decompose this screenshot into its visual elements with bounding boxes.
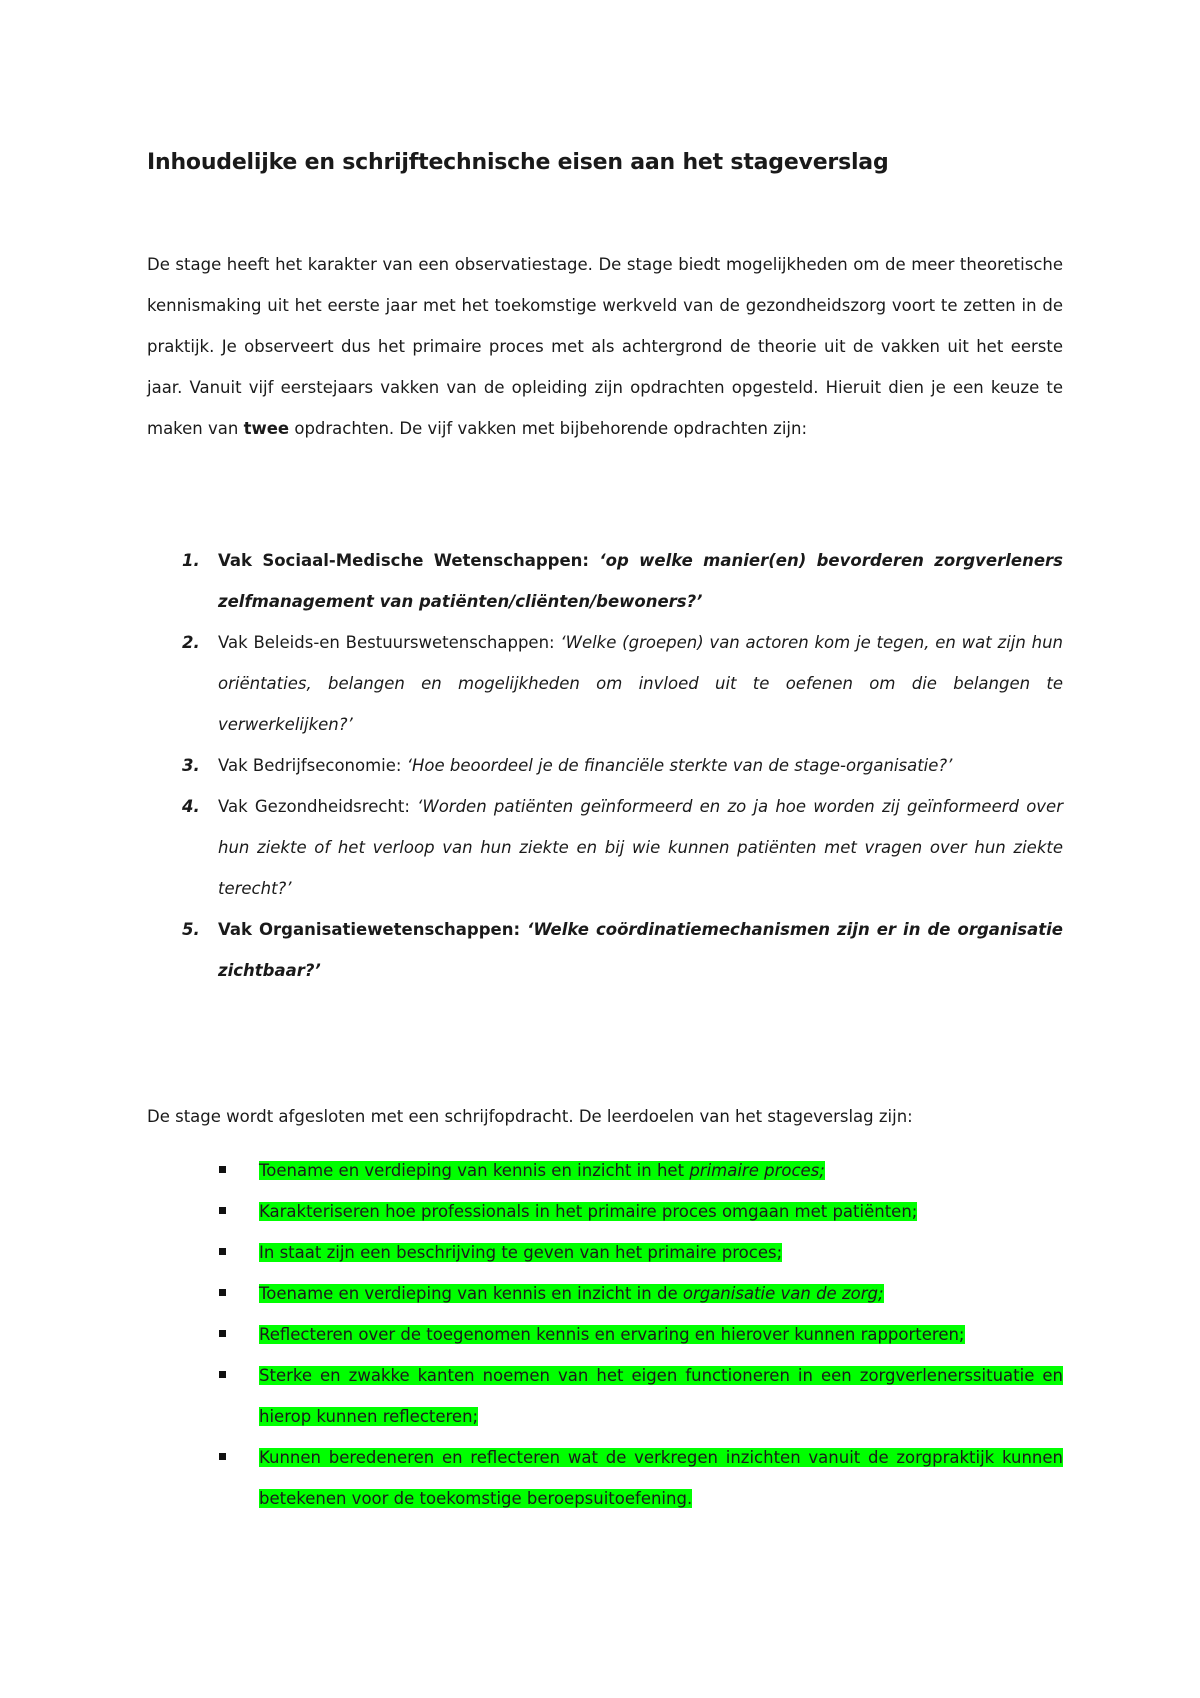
assignment-question: ‘Worden patiënten geïnformeerd en zo ja hoe worden zij geïnformeerd over hun ziekte of het verloop van hun ziekte en bij wie kunnen patiënten met vragen over hun ziekte terecht?’ [218, 797, 1063, 898]
goal-item-5 [147, 1314, 1063, 1355]
intro-text-1: De stage heeft het karakter van een observatiestage. De stage biedt mogelijkheden om de meer theoretische kennismaking uit het eerste jaar met het toekomstige werkveld van de gezondheidszorg voort te zetten in de praktijk. Je observeert dus het primaire proces met als achtergrond de theorie uit de vakken uit het eerste jaar. Vanuit vijf eerstejaars vakken van de opleiding zijn opdrachten opgesteld. Hieruit dien je een keuze te maken van [147, 255, 1063, 438]
square-bullet-icon [219, 1166, 226, 1173]
intro-paragraph [147, 244, 1063, 449]
goal-item-4 [147, 1273, 1063, 1314]
goal-text: Sterke en zwakke kanten noemen van het eigen functioneren in een zorgverlenerssituatie en hierop kunnen reflecteren; [259, 1366, 1063, 1426]
square-bullet-icon [219, 1371, 226, 1378]
goal-text: Toename en verdieping van kennis en inzicht in de organisatie van de zorg; [259, 1284, 884, 1303]
goal-item-6 [147, 1355, 1063, 1437]
intro-text-2: opdrachten. De vijf vakken met bijbehorende opdrachten zijn: [289, 419, 808, 438]
goal-text: Karakteriseren hoe professionals in het primaire proces omgaan met patiënten; [259, 1202, 918, 1221]
assignment-question: ‘Hoe beoordeel je de financiële sterkte van de stage-organisatie?’ [406, 756, 953, 775]
assignment-number: 4. [182, 797, 200, 816]
assignment-question: ‘Welke (groepen) van actoren kom je tegen, en wat zijn hun oriëntaties, belangen en mogelijkheden om invloed uit te oefenen om die belangen te verwerkelijken?’ [218, 633, 1063, 734]
assignment-course: Vak Organisatiewetenschappen: [218, 920, 528, 939]
closing-paragraph: De stage wordt afgesloten met een schrijfopdracht. De leerdoelen van het stageverslag zijn: [147, 1107, 913, 1126]
goal-item-2 [147, 1191, 1063, 1232]
learning-goals-list [147, 1150, 1063, 1519]
square-bullet-icon [219, 1289, 226, 1296]
assignment-item-3 [147, 745, 1063, 786]
square-bullet-icon [219, 1207, 226, 1214]
assignment-number: 5. [182, 920, 200, 939]
goal-text: Toename en verdieping van kennis en inzicht in het primaire proces; [259, 1161, 825, 1180]
assignment-number: 1. [182, 551, 200, 570]
goal-text: In staat zijn een beschrijving te geven van het primaire proces; [259, 1243, 783, 1262]
assignment-question: ‘Welke coördinatiemechanismen zijn er in de organisatie zichtbaar?’ [218, 920, 1063, 980]
assignment-number: 3. [182, 756, 200, 775]
assignment-course: Vak Beleids-en Bestuurswetenschappen: [218, 633, 561, 652]
intro-bold: twee [243, 419, 290, 438]
square-bullet-icon [219, 1453, 226, 1460]
assignment-question: ‘op welke manier(en) bevorderen zorgverleners zelfmanagement van patiënten/cliënten/bewoners?’ [218, 551, 1063, 611]
assignment-item-4 [147, 786, 1063, 909]
goal-item-3 [147, 1232, 1063, 1273]
assignment-item-1 [147, 540, 1063, 622]
goal-item-1 [147, 1150, 1063, 1191]
goal-text: Reflecteren over de toegenomen kennis en ervaring en hierover kunnen rapporteren; [259, 1325, 965, 1344]
assignment-number: 2. [182, 633, 200, 652]
assignment-course: Vak Bedrijfseconomie: [218, 756, 407, 775]
page-title: Inhoudelijke en schrijftechnische eisen aan het stageverslag [147, 150, 889, 175]
assignment-course: Vak Sociaal-Medische Wetenschappen: [218, 551, 600, 570]
assignments-list [147, 540, 1063, 991]
goal-item-7 [147, 1437, 1063, 1519]
goal-text: Kunnen beredeneren en reflecteren wat de verkregen inzichten vanuit de zorgpraktijk kunnen betekenen voor de toekomstige beroepsuitoefening. [259, 1448, 1063, 1508]
assignment-item-2 [147, 622, 1063, 745]
square-bullet-icon [219, 1330, 226, 1337]
square-bullet-icon [219, 1248, 226, 1255]
assignment-course: Vak Gezondheidsrecht: [218, 797, 418, 816]
assignment-item-5 [147, 909, 1063, 991]
